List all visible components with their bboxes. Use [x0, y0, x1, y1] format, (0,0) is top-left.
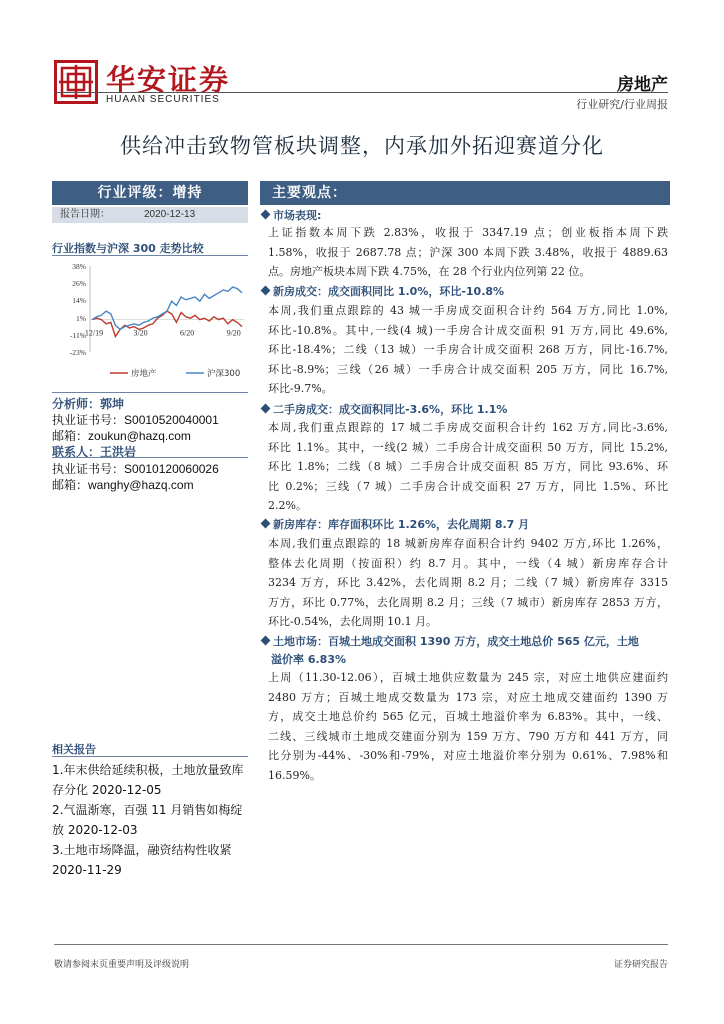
body-line: 上周（11.30-12.06），百城土地供应数量为 245 宗，对应土地供应建面约 [268, 671, 668, 684]
footer-doc-type: 证券研究报告 [613, 960, 668, 970]
related-reports-rule [52, 756, 248, 757]
analyst-section-rule [52, 392, 248, 393]
analyst-cert-label: 执业证书号： [52, 413, 125, 427]
logo-name-cn: 华安证券 [106, 63, 231, 97]
analyst-email-value[interactable]: zoukun@hazq.com [88, 429, 191, 443]
section-heading-text: 土地市场：百城土地成交面积 1390 万方，成交土地总价 565 亿元，土地 [273, 635, 639, 648]
key-points-bar [260, 181, 670, 205]
header-divider [54, 92, 668, 93]
contact-name: 王洪岩 [100, 445, 137, 459]
body-line: 比分别为-44%、-30%和-79%，对应土地溢价率分别为 0.61%、7.98%和 [268, 749, 668, 762]
contact-email-label: 邮箱： [52, 478, 89, 492]
analyst-name: 郭坤 [100, 397, 125, 411]
legend-label: 房地产 [131, 369, 157, 379]
body-line: 环比-0.54%，去化周期 10.1 月。 [268, 615, 438, 628]
chart-title-rule [52, 255, 248, 256]
company-logo [54, 58, 230, 108]
index-comparison-chart [52, 258, 248, 386]
body-line: 上证指数本周下跌 2.83%，收报于 3347.19 点；创业板指本周下跌 [268, 226, 668, 239]
related-reports-title: 相关报告 [52, 743, 96, 756]
analyst-heading [52, 395, 124, 412]
y-tick-label: 38% [72, 262, 86, 271]
section-heading-new-homes [260, 283, 504, 299]
footer-disclaimer[interactable]: 敬请参阅末页重要声明及评级说明 [54, 960, 190, 970]
related-report-line[interactable]: 3.土地市场降温，融资结构性收紧 [52, 843, 232, 857]
chart-section-title: 行业指数与沪深 300 走势比较 [52, 242, 204, 255]
body-line: 本周,我们重点跟踪的 43 城一手房成交面积合计约 564 万方,同比 1.0%, [268, 304, 668, 317]
section-heading-market [260, 207, 321, 223]
related-report-line[interactable]: 放 2020-12-03 [52, 823, 138, 837]
body-line: 点。房地产板块本周下跌 4.75%，在 28 个行业内位列第 22 位。 [268, 265, 591, 278]
logo-name-en: HUAAN SECURITIES [106, 94, 220, 105]
report-title: 供给冲击致物管板块调整，内承加外拓迎赛道分化 [120, 134, 604, 158]
body-line: 环比-18.4%；二线（13 城）一手房合计成交面积 268 万方，同比-16.7%, [268, 343, 668, 356]
related-report-line[interactable]: 2.气温渐寒，百强 11 月销售如梅绽 [52, 803, 243, 817]
related-report-line[interactable]: 1.年末供给延续积极，土地放量致库 [52, 763, 244, 777]
contact-rule [52, 457, 248, 458]
body-line: 方，成交土地总价约 565 亿元，百城土地溢价率为 6.83%。其中，一线、 [268, 710, 668, 723]
x-tick-label: 12/19 [84, 328, 104, 338]
body-line: 2480 万方；百城土地成交数量为 173 宗，对应土地成交建面约 1390 万 [268, 690, 668, 704]
section-heading-land-cont: 溢价率 6.83% [271, 653, 346, 666]
body-line: 环比 1.8%；二线（8 城）二手房合计成交面积 85 万方，同比 93.6%、环 [268, 460, 668, 473]
analyst-email [52, 427, 191, 444]
section-body-land [268, 668, 668, 785]
section-body-new-homes [268, 301, 668, 399]
contact-email [52, 476, 194, 493]
body-line: 16.59%。 [268, 768, 321, 782]
body-line: 环比-9.7%。 [268, 382, 333, 395]
body-line: 3234 万方，环比 3.42%，去化周期 8.2 月；二线（7 城）新房库存 3315 [268, 576, 668, 589]
body-line: 环比 1.1%。其中，一线(2 城）二手房合计成交面积 50 万方，同比 15.2%, [268, 440, 668, 454]
y-tick-label: 1% [76, 314, 86, 324]
body-line: 本周,我们重点跟踪的 18 城新房库存面积合计约 9402 万方,环比 1.26%， [268, 537, 668, 550]
contact-cert [52, 460, 219, 477]
x-tick-label: 3/20 [133, 328, 148, 338]
y-tick-label: -23% [69, 348, 86, 357]
series-line-1 [92, 287, 242, 329]
section-heading-inventory [260, 516, 529, 532]
related-reports-list [52, 760, 252, 880]
related-report-line[interactable]: 存分化 2020-12-05 [52, 783, 162, 797]
analyst-cert-number: S0010520040001 [124, 413, 219, 427]
bullet-diamond-icon [261, 404, 271, 414]
section-heading-text: 新房成交：成交面积同比 1.0%，环比-10.8% [273, 285, 505, 298]
analyst-role: 分析师： [52, 397, 101, 411]
section-heading-text: 市场表现: [273, 209, 322, 222]
sector-label: 房地产 [617, 75, 668, 95]
analyst-email-label: 邮箱： [52, 429, 89, 443]
report-date: 2020-12-13 [144, 209, 196, 220]
section-heading-text: 二手房成交：成交面积同比-3.6%，环比 1.1% [273, 403, 508, 416]
bullet-diamond-icon [261, 286, 271, 296]
report-date-row [52, 207, 248, 223]
x-tick-label: 9/20 [226, 328, 241, 338]
body-line: 二线、三线城市土地成交建面分别为 159 万方、790 万方和 441 万方，同 [268, 729, 668, 743]
bullet-diamond-icon [261, 636, 271, 646]
bullet-diamond-icon [261, 210, 271, 220]
related-report-line[interactable]: 2020-11-29 [52, 863, 122, 877]
body-line: 2.2%。 [268, 499, 307, 512]
body-line: 环比-8.9%；三线（26 城）一手房合计成交面积 205 万方，同比 16.7%, [268, 362, 668, 376]
section-heading-resale [260, 401, 507, 417]
body-line: 万方，环比 0.77%，去化周期 8.2 月；三线（7 城市）新房库存 2853 万方， [268, 595, 668, 609]
legend-label: 沪深300 [207, 369, 241, 379]
section-body-resale [268, 418, 668, 516]
contact-email-value[interactable]: wanghy@hazq.com [88, 478, 194, 492]
contact-cert-label: 执业证书号： [52, 462, 125, 476]
body-line: 比 0.2%；三线（7 城）二手房合计成交面积 27 万方，同比 1.5%、环比 [268, 479, 668, 493]
section-heading-text: 新房库存：库存面积环比 1.26%，去化周期 8.7 月 [273, 518, 530, 531]
y-tick-label: 26% [72, 278, 86, 288]
body-line: 1.58%，收报于 2687.78 点；沪深 300 本周下跌 3.48%，收报于 4889.63 [268, 245, 668, 259]
contact-cert-number: S0010120060026 [124, 462, 219, 476]
y-tick-label: 14% [72, 295, 86, 305]
report-date-label: 报告日期： [60, 209, 110, 220]
report-type: 行业研究/行业周报 [576, 98, 668, 111]
body-line: 环比-10.8%。其中,一线(4 城)一手房合计成交面积 91 万方,同比 49.6%, [268, 323, 668, 337]
x-tick-label: 6/20 [180, 328, 195, 338]
y-tick-label: -11% [70, 331, 86, 341]
analyst-cert [52, 411, 219, 428]
key-points-title: 主要观点： [272, 185, 347, 201]
section-body-inventory [268, 534, 668, 632]
contact-role: 联系人： [52, 445, 101, 459]
logo-emblem-icon [54, 60, 98, 104]
body-line: 本周,我们重点跟踪的 17 城二手房成交面积合计约 162 万方,同比-3.6%, [268, 421, 668, 434]
bullet-diamond-icon [261, 519, 271, 529]
section-body-market [268, 223, 668, 282]
industry-rating: 行业评级：增持 [52, 181, 248, 205]
section-heading-land [260, 633, 639, 649]
footer-divider [54, 944, 668, 945]
body-line: 整体去化周期（按面积）约 8.7 月。其中，一线（4 城）新房库存合计 [268, 556, 668, 570]
